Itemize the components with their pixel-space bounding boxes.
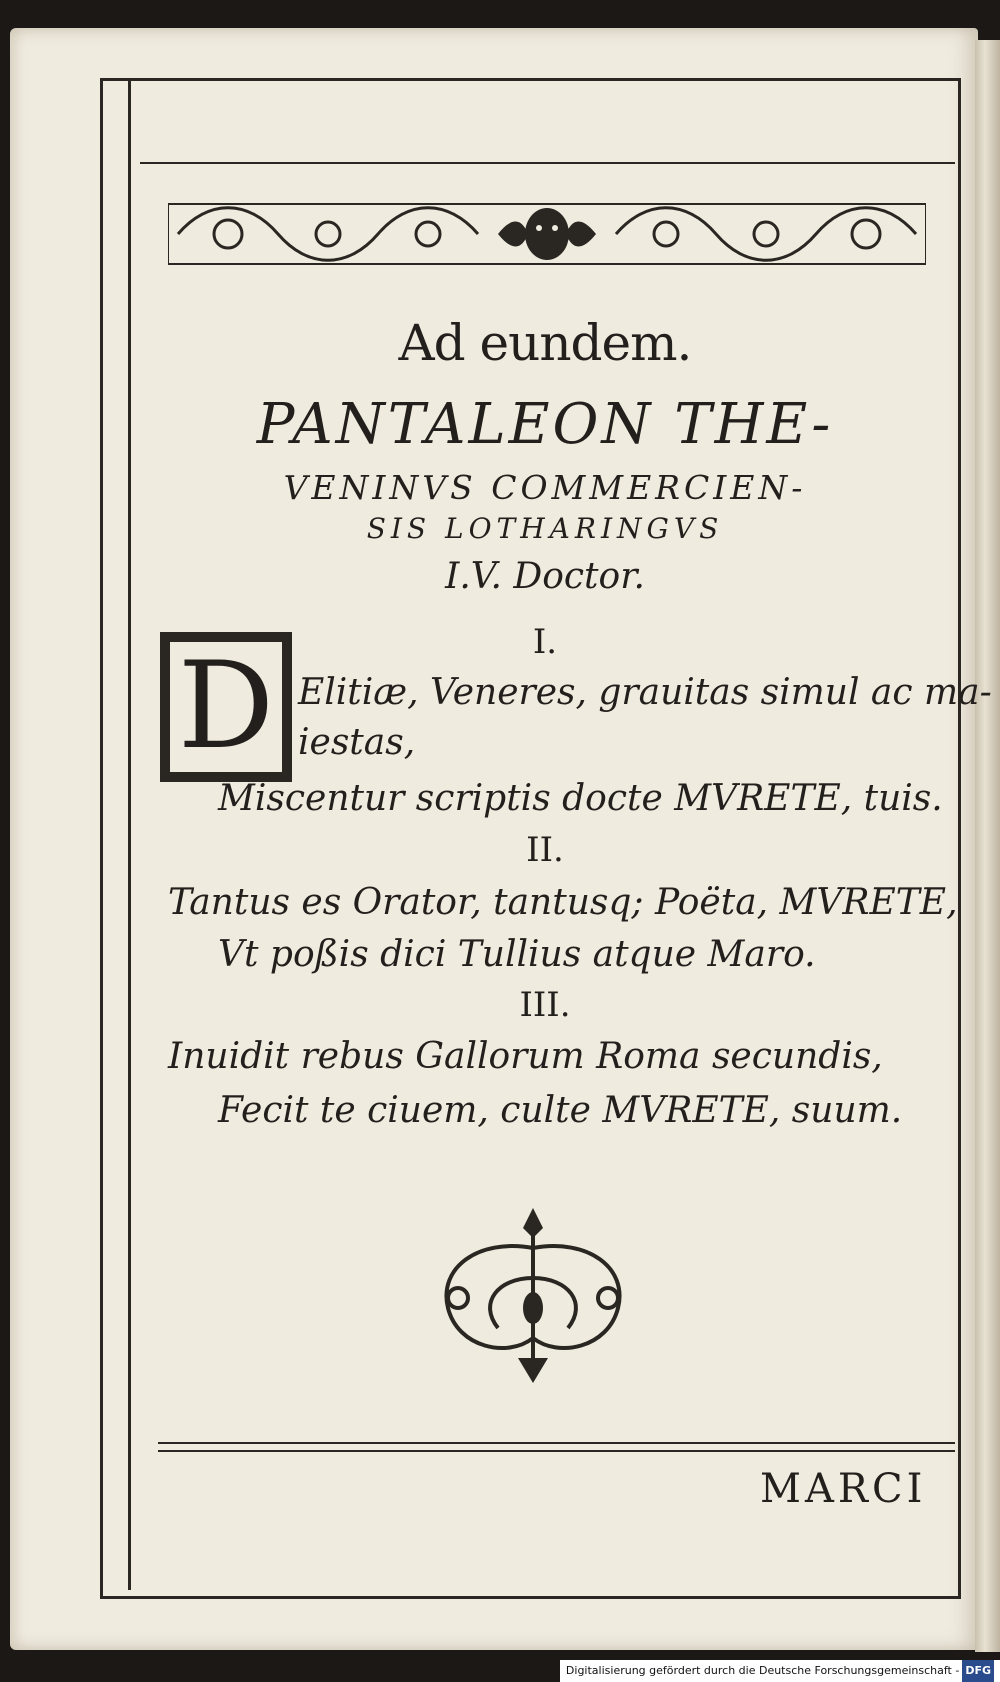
upper-bottom-rule <box>158 1442 955 1444</box>
verse-line: Elitiæ, Veneres, grauitas simul ac ma- <box>298 672 992 713</box>
lower-bottom-rule <box>158 1450 955 1452</box>
section-numeral-2: II. <box>526 830 564 870</box>
verse-line: Vt poßis dici Tullius atque Maro. <box>218 934 816 975</box>
section-numeral-1: I. <box>532 622 558 662</box>
head-ornament-band <box>168 194 926 274</box>
verse-line: Miscentur scriptis docte MVRETE, tuis. <box>218 778 943 819</box>
page-edge <box>975 40 1000 1652</box>
verse-line: Tantus es Orator, tantusq; Poëta, MVRETE, <box>168 882 958 923</box>
page-heading: Ad eundem. <box>398 314 692 372</box>
decorated-initial <box>160 632 292 782</box>
fleuron-ornament <box>418 1208 648 1392</box>
dfg-logo: DFG <box>962 1660 994 1682</box>
verse-line: Fecit te ciuem, culte MVRETE, suum. <box>218 1090 903 1131</box>
verse-line: Inuidit rebus Gallorum Roma secundis, <box>168 1036 883 1077</box>
catchword: MARCI <box>760 1466 927 1512</box>
footer-text: Digitalisierung gefördert durch die Deutsche Forschungsgemeinschaft - <box>565 1664 960 1677</box>
border-inner-left-rule <box>128 80 131 1590</box>
author-name-line-3: SIS LOTHARINGVS <box>366 512 724 545</box>
top-rule <box>140 162 955 164</box>
author-name-line-2: VENINVS COMMERCIEN- <box>283 468 807 507</box>
digitization-footer <box>560 1660 1000 1682</box>
author-name-line-1: PANTALEON THE- <box>256 392 834 457</box>
verse-line: iestas, <box>298 722 416 763</box>
initial-letter: D <box>177 637 275 776</box>
author-title: I.V. Doctor. <box>445 556 645 597</box>
section-numeral-3: III. <box>519 985 571 1025</box>
